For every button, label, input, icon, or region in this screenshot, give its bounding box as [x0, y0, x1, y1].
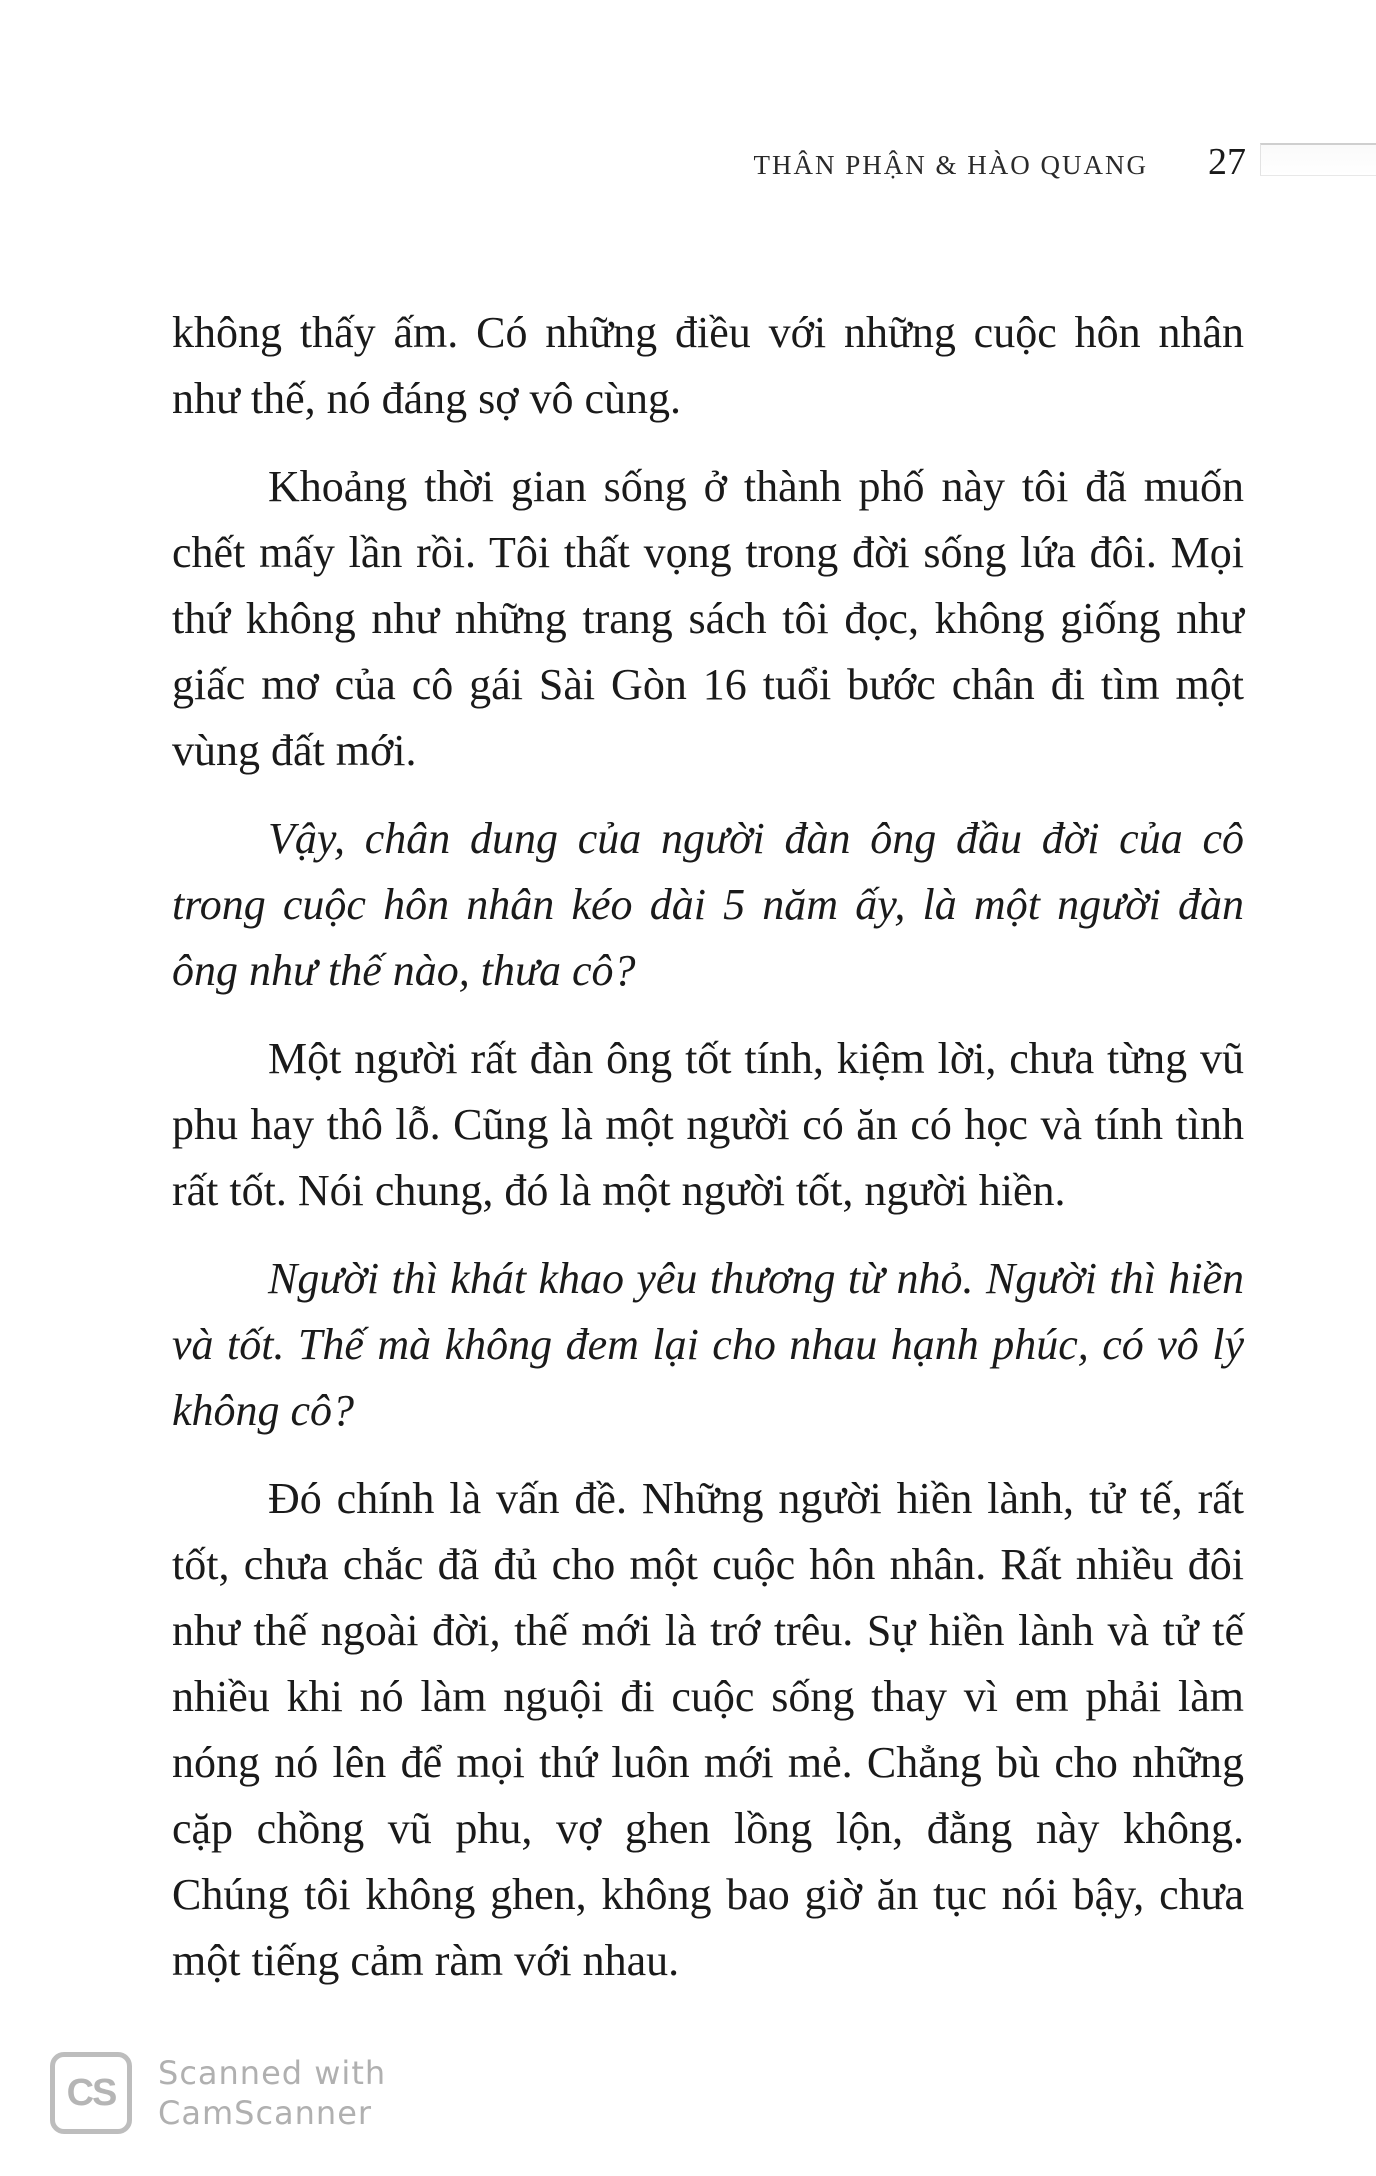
camscanner-logo-icon: CS — [50, 2052, 132, 2134]
interview-question: Người thì khát khao yêu thương từ nhỏ. Người thì hiền và tốt. Thế mà không đem lại cho nhau hạnh phúc, có vô lý không cô? — [172, 1254, 1244, 1435]
camscanner-watermark — [50, 2052, 386, 2134]
paragraph: Khoảng thời gian sống ở thành phố này tôi đã muốn chết mấy lần rồi. Tôi thất vọng trong đời sống lứa đôi. Mọi thứ không như những trang sách tôi đọc, không giống như giấc mơ của cô gái Sài Gòn 16 tuổi bước chân đi tìm một vùng đất mới. — [172, 462, 1244, 775]
watermark-text — [158, 2053, 386, 2133]
scan-edge-mark — [1260, 143, 1376, 176]
watermark-line-2: CamScanner — [158, 2094, 373, 2132]
page-number: 27 — [1208, 141, 1246, 183]
watermark-line-1: Scanned with — [158, 2054, 387, 2092]
body-text — [172, 300, 1244, 2016]
interview-question: Vậy, chân dung của người đàn ông đầu đời của cô trong cuộc hôn nhân kéo dài 5 năm ấy, là một người đàn ông như thế nào, thưa cô? — [172, 814, 1244, 995]
paragraph: Một người rất đàn ông tốt tính, kiệm lời, chưa từng vũ phu hay thô lỗ. Cũng là một người có ăn có học và tính tình rất tốt. Nói chung, đó là một người tốt, người hiền. — [172, 1034, 1244, 1215]
running-title: THÂN PHẬN & HÀO QUANG — [753, 150, 1148, 180]
paragraph: không thấy ấm. Có những điều với những cuộc hôn nhân như thế, nó đáng sợ vô cùng. — [172, 308, 1244, 423]
page-header — [754, 140, 1247, 184]
paragraph: Đó chính là vấn đề. Những người hiền lành, tử tế, rất tốt, chưa chắc đã đủ cho một cuộc hôn nhân. Rất nhiều đôi như thế ngoài đời, thế mới là trớ trêu. Sự hiền lành và tử tế nhiều khi nó làm nguội đi cuộc sống thay vì em phải làm nóng nó lên để mọi thứ luôn mới mẻ. Chẳng bù cho những cặp chồng vũ phu, vợ ghen lồng lộn, đằng này không. Chúng tôi không ghen, không bao giờ ăn tục nói bậy, chưa một tiếng cảm ràm với nhau. — [172, 1474, 1244, 1985]
